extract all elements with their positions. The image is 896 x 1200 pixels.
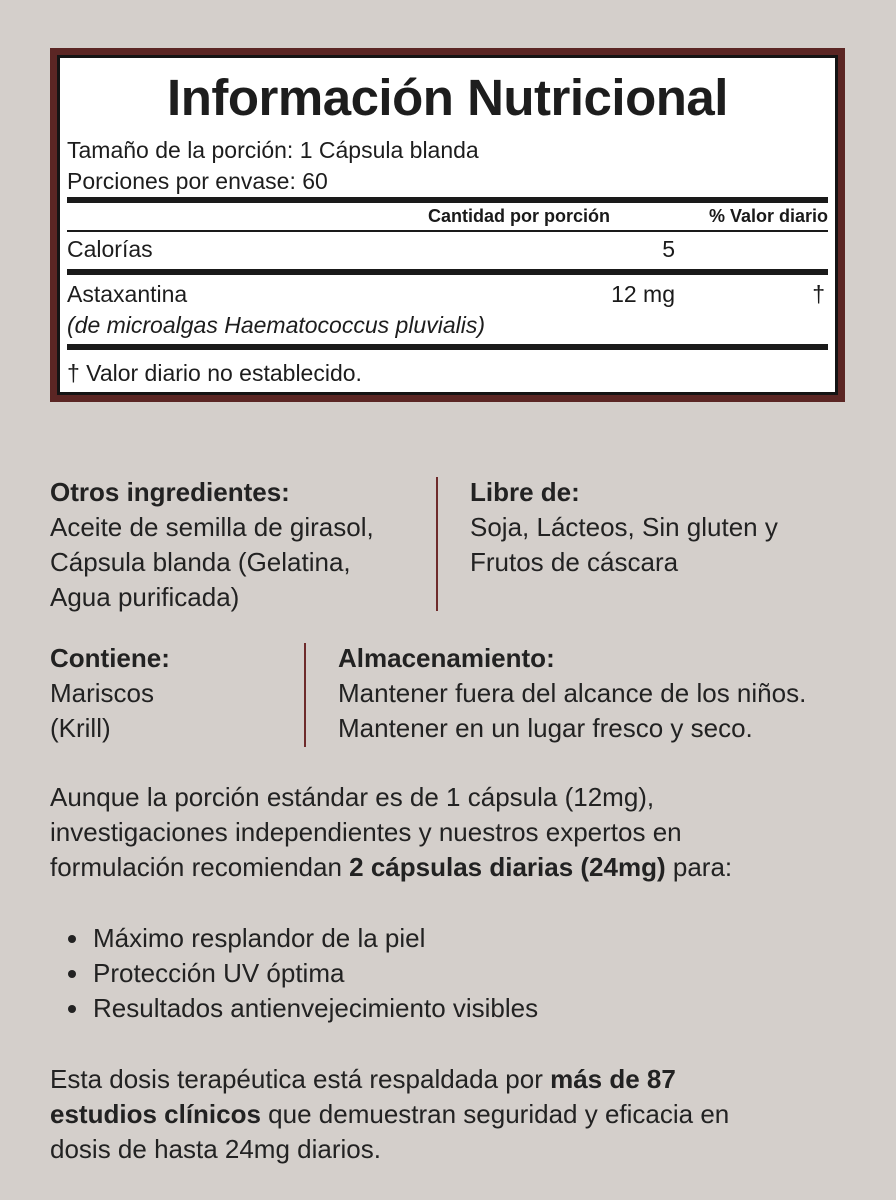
free-of-line: Soja, Lácteos, Sin gluten y: [470, 512, 778, 542]
footnote: † Valor diario no establecido.: [67, 360, 362, 386]
benefits-list: [68, 921, 538, 1026]
column-divider: [304, 643, 306, 747]
servings-per-container: Porciones por envase: 60: [67, 168, 328, 194]
dosage-line: [50, 850, 850, 885]
other-ingredients-label: Otros ingredientes:: [50, 477, 290, 507]
list-item: [68, 991, 538, 1026]
free-of-label: Libre de:: [470, 477, 580, 507]
calories-label: Calorías: [67, 236, 153, 262]
storage-label: Almacenamiento:: [338, 643, 555, 673]
thick-rule: [67, 344, 828, 350]
evidence-text: que demuestran seguridad y eficacia en: [260, 1099, 730, 1129]
bullet-icon: [68, 1005, 76, 1013]
dosage-line: Aunque la porción estándar es de 1 cápsula (12mg),: [50, 782, 655, 812]
thick-rule: [67, 269, 828, 275]
free-of: [470, 475, 778, 580]
evidence-line: dosis de hasta 24mg diarios.: [50, 1134, 381, 1164]
list-item-text: Protección UV óptima: [93, 958, 345, 988]
astaxanthin-source: (de microalgas Haematococcus pluvialis): [67, 312, 485, 338]
dosage-paragraph: [50, 780, 850, 885]
contains-line: (Krill): [50, 713, 111, 743]
other-ingredients-line: Cápsula blanda (Gelatina,: [50, 547, 351, 577]
bullet-icon: [68, 970, 76, 978]
dosage-text: para:: [665, 852, 733, 882]
thick-rule: [67, 197, 828, 203]
storage-line: Mantener fuera del alcance de los niños.: [338, 678, 807, 708]
evidence-paragraph: [50, 1062, 850, 1167]
other-ingredients-line: Agua purificada): [50, 582, 240, 612]
nutrition-title: Información Nutricional: [167, 69, 728, 126]
free-of-line: Frutos de cáscara: [470, 547, 679, 577]
evidence-text: Esta dosis terapéutica está respaldada por: [50, 1064, 551, 1094]
evidence-line: [50, 1097, 850, 1132]
evidence-line: [50, 1062, 850, 1097]
calories-amount: 5: [662, 236, 675, 262]
contains-line: Mariscos: [50, 678, 155, 708]
amount-column-header: Cantidad por porción: [428, 206, 610, 226]
nutrition-panel: [57, 55, 838, 395]
evidence-highlight: estudios clínicos: [50, 1099, 261, 1129]
list-item-text: Resultados antienvejecimiento visibles: [93, 993, 539, 1023]
astaxanthin-amount: 12 mg: [611, 281, 675, 307]
astaxanthin-label: Astaxantina: [67, 281, 188, 307]
dosage-line: investigaciones independientes y nuestros expertos en: [50, 817, 682, 847]
nutrition-panel-frame: [50, 48, 845, 402]
evidence-highlight: más de 87: [550, 1064, 676, 1094]
contains: [50, 641, 170, 746]
dosage-highlight: 2 cápsulas diarias (24mg): [349, 852, 666, 882]
bullet-icon: [68, 935, 76, 943]
storage: [338, 641, 806, 746]
storage-line: Mantener en un lugar fresco y seco.: [338, 713, 753, 743]
serving-size: Tamaño de la porción: 1 Cápsula blanda: [67, 137, 479, 163]
dosage-text: formulación recomiendan: [50, 852, 350, 882]
column-divider: [436, 477, 438, 611]
other-ingredients: [50, 475, 374, 615]
list-item: [68, 921, 538, 956]
dagger-mark: †: [812, 281, 825, 307]
daily-value-column-header: % Valor diario: [708, 206, 828, 226]
list-item: [68, 956, 538, 991]
list-item-text: Máximo resplandor de la piel: [93, 923, 426, 953]
thin-rule: [67, 230, 828, 232]
contains-label: Contiene:: [50, 643, 170, 673]
other-ingredients-line: Aceite de semilla de girasol,: [50, 512, 374, 542]
